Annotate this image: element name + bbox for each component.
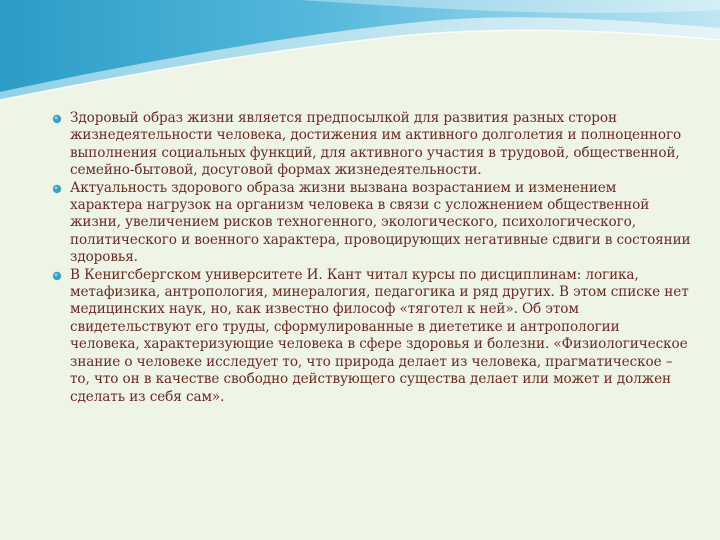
bullet-marker-icon xyxy=(52,271,62,281)
bullet-text: Актуальность здорового образа жизни вызвана возрастанием и изменением характера нагрузок на организм человека в связи с усложнением общественной жизни, увеличением рисков техногенного, экологического, психологического, политического и военного характера, провоцирующих негативные сдвиги в состоянии здоровья. xyxy=(70,179,691,266)
bullet-marker-icon xyxy=(52,184,62,194)
bullet-marker-icon xyxy=(52,114,62,124)
header-wave-decoration xyxy=(0,0,720,100)
bullet-list xyxy=(52,110,692,406)
bullet-text: В Кенигсбергском университете И. Кант читал курсы по дисциплинам: логика, метафизика, антропология, минералогия, педагогика и ряд других. В этом списке нет медицинских наук, но, как известно философ «тяготел к ней». Об этом свидетельствуют его труды, сформулированные в диететике и антропологии человека, характеризующие человека в сфере здоровья и болезни. «Физиологическое знание о человеке исследует то, что природа делает из человека, прагматическое – то, что он в качестве свободно действующего существа делает или может и должен сделать из себя сам». xyxy=(70,266,689,405)
bullet-item xyxy=(52,110,692,180)
bullet-item xyxy=(52,180,692,267)
bullet-text: Здоровый образ жизни является предпосылкой для развития разных сторон жизнедеятельности человека, достижения им активного долголетия и полноценного выполнения социальных функций, для активного участия в трудовой, общественной, семейно-бытовой, досуговой формах жизнедеятельности. xyxy=(70,110,682,179)
bullet-item xyxy=(52,267,692,406)
